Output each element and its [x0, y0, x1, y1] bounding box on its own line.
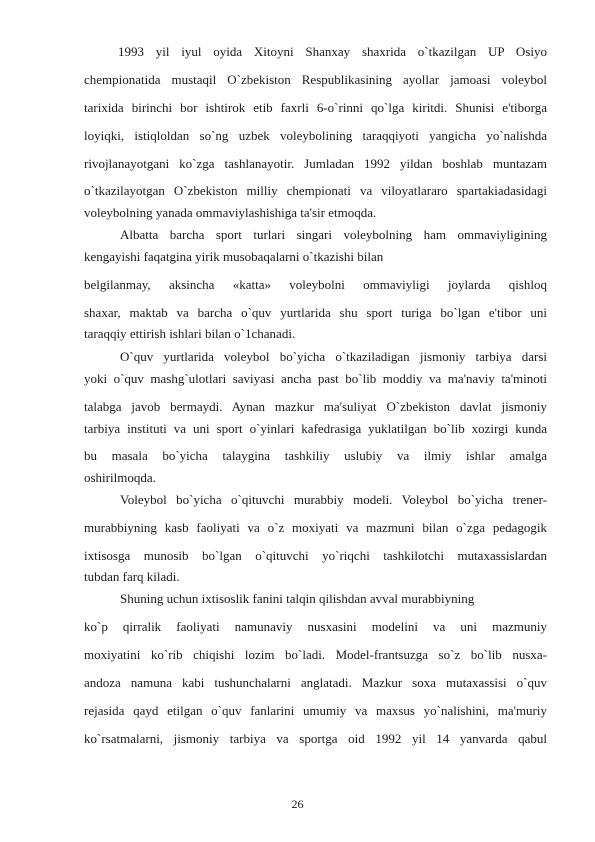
text-line: talabga javob bermaydi. Aynan mazkur ma'suliyat O`zbekiston davlat jismoniy — [84, 399, 547, 414]
text-line: moxiyatini ko`rib chiqishi lozim bo`ladi. Model-frantsuzga so`z bo`lib nusxa- — [84, 647, 547, 662]
text-line: andoza namuna kabi tushunchalarni anglatadi. Mazkur soxa mutaxassisi o`quv — [84, 675, 547, 690]
text-line: ko`p qirralik faoliyati namunaviy nusxasini modelini va uni mazmuniy — [84, 619, 547, 634]
text-line: loyiqki, istiqloldan so`ng uzbek voleybolining taraqqiyoti yangicha yo`nalishda — [84, 128, 547, 143]
text-line: kengayishi faqatgina yirik musobaqalarni o`tkazishi bilan — [84, 249, 384, 264]
text-line: tubdan farq kiladi. — [84, 569, 180, 584]
text-line: bu masala bo`yicha talaygina tashkiliy uslubiy va ilmiy ishlar amalga — [84, 448, 547, 463]
text-line: tarbiya instituti va uni sport o`yinlari kafedrasiga yuklatilgan bo`lib xozirgi kunda — [84, 421, 547, 436]
text-line: chempionatida mustaqil O`zbekiston Respublikasining ayollar jamoasi voleybol — [84, 72, 547, 87]
text-line: Shuning uchun ixtisoslik fanini talqin qilishdan avval murabbiyning — [120, 591, 475, 606]
text-line: belgilanmay, aksincha «katta» voleybolni ommaviyligi joylarda qishloq — [84, 277, 547, 292]
text-line: 1993 yil iyul oyida Xitoyni Shanxay shaxrida o`tkazilgan UP Osiyo — [118, 44, 547, 59]
page-number: 26 — [291, 797, 304, 811]
text-line: shaxar, maktab va barcha o`quv yurtlarida shu sport turiga bo`lgan e'tibor uni — [84, 305, 547, 320]
text-line: Voleybol bo`yicha o`qituvchi murabbiy modeli. Voleybol bo`yicha trener- — [120, 492, 547, 507]
text-line: oshirilmoqda. — [84, 470, 156, 485]
text-line: rejasida qayd etilgan o`quv fanlarini umumiy va maxsus yo`nalishini, ma'muriy — [84, 703, 547, 718]
text-line: voleybolning yanada ommaviylashishiga ta'sir etmoqda. — [84, 205, 377, 220]
text-line: murabbiyning kasb faoliyati va o`z moxiyati va mazmuni bilan o`zga pedagogik — [84, 520, 547, 535]
text-line: ko`rsatmalarni, jismoniy tarbiya va sportga oid 1992 yil 14 yanvarda qabul — [84, 731, 547, 746]
text-line: O`quv yurtlarida voleybol bo`yicha o`tkaziladigan jismoniy tarbiya darsi — [120, 349, 547, 364]
text-line: tarixida birinchi bor ishtirok etib faxrli 6-o`rinni qo`lga kiritdi. Shunisi e'tiborga — [84, 100, 547, 115]
text-line: yoki o`quv mashg`ulotlari saviyasi ancha past bo`lib moddiy va ma'naviy ta'minoti — [84, 371, 547, 386]
text-line: o`tkazilayotgan O`zbekiston milliy chempionati va viloyatlararo spartakiadasidagi — [84, 183, 547, 198]
text-line: taraqqiy ettirish ishlari bilan o`1chanadi. — [84, 326, 296, 341]
text-line: rivojlanayotgani ko`zga tashlanayotir. Jumladan 1992 yildan boshlab muntazam — [84, 156, 547, 171]
text-line: ixtisosga munosib bo`lgan o`qituvchi yo`riqchi tashkilotchi mutaxassislardan — [84, 548, 547, 563]
text-line: Albatta barcha sport turlari singari voleybolning ham ommaviyligining — [120, 227, 547, 242]
